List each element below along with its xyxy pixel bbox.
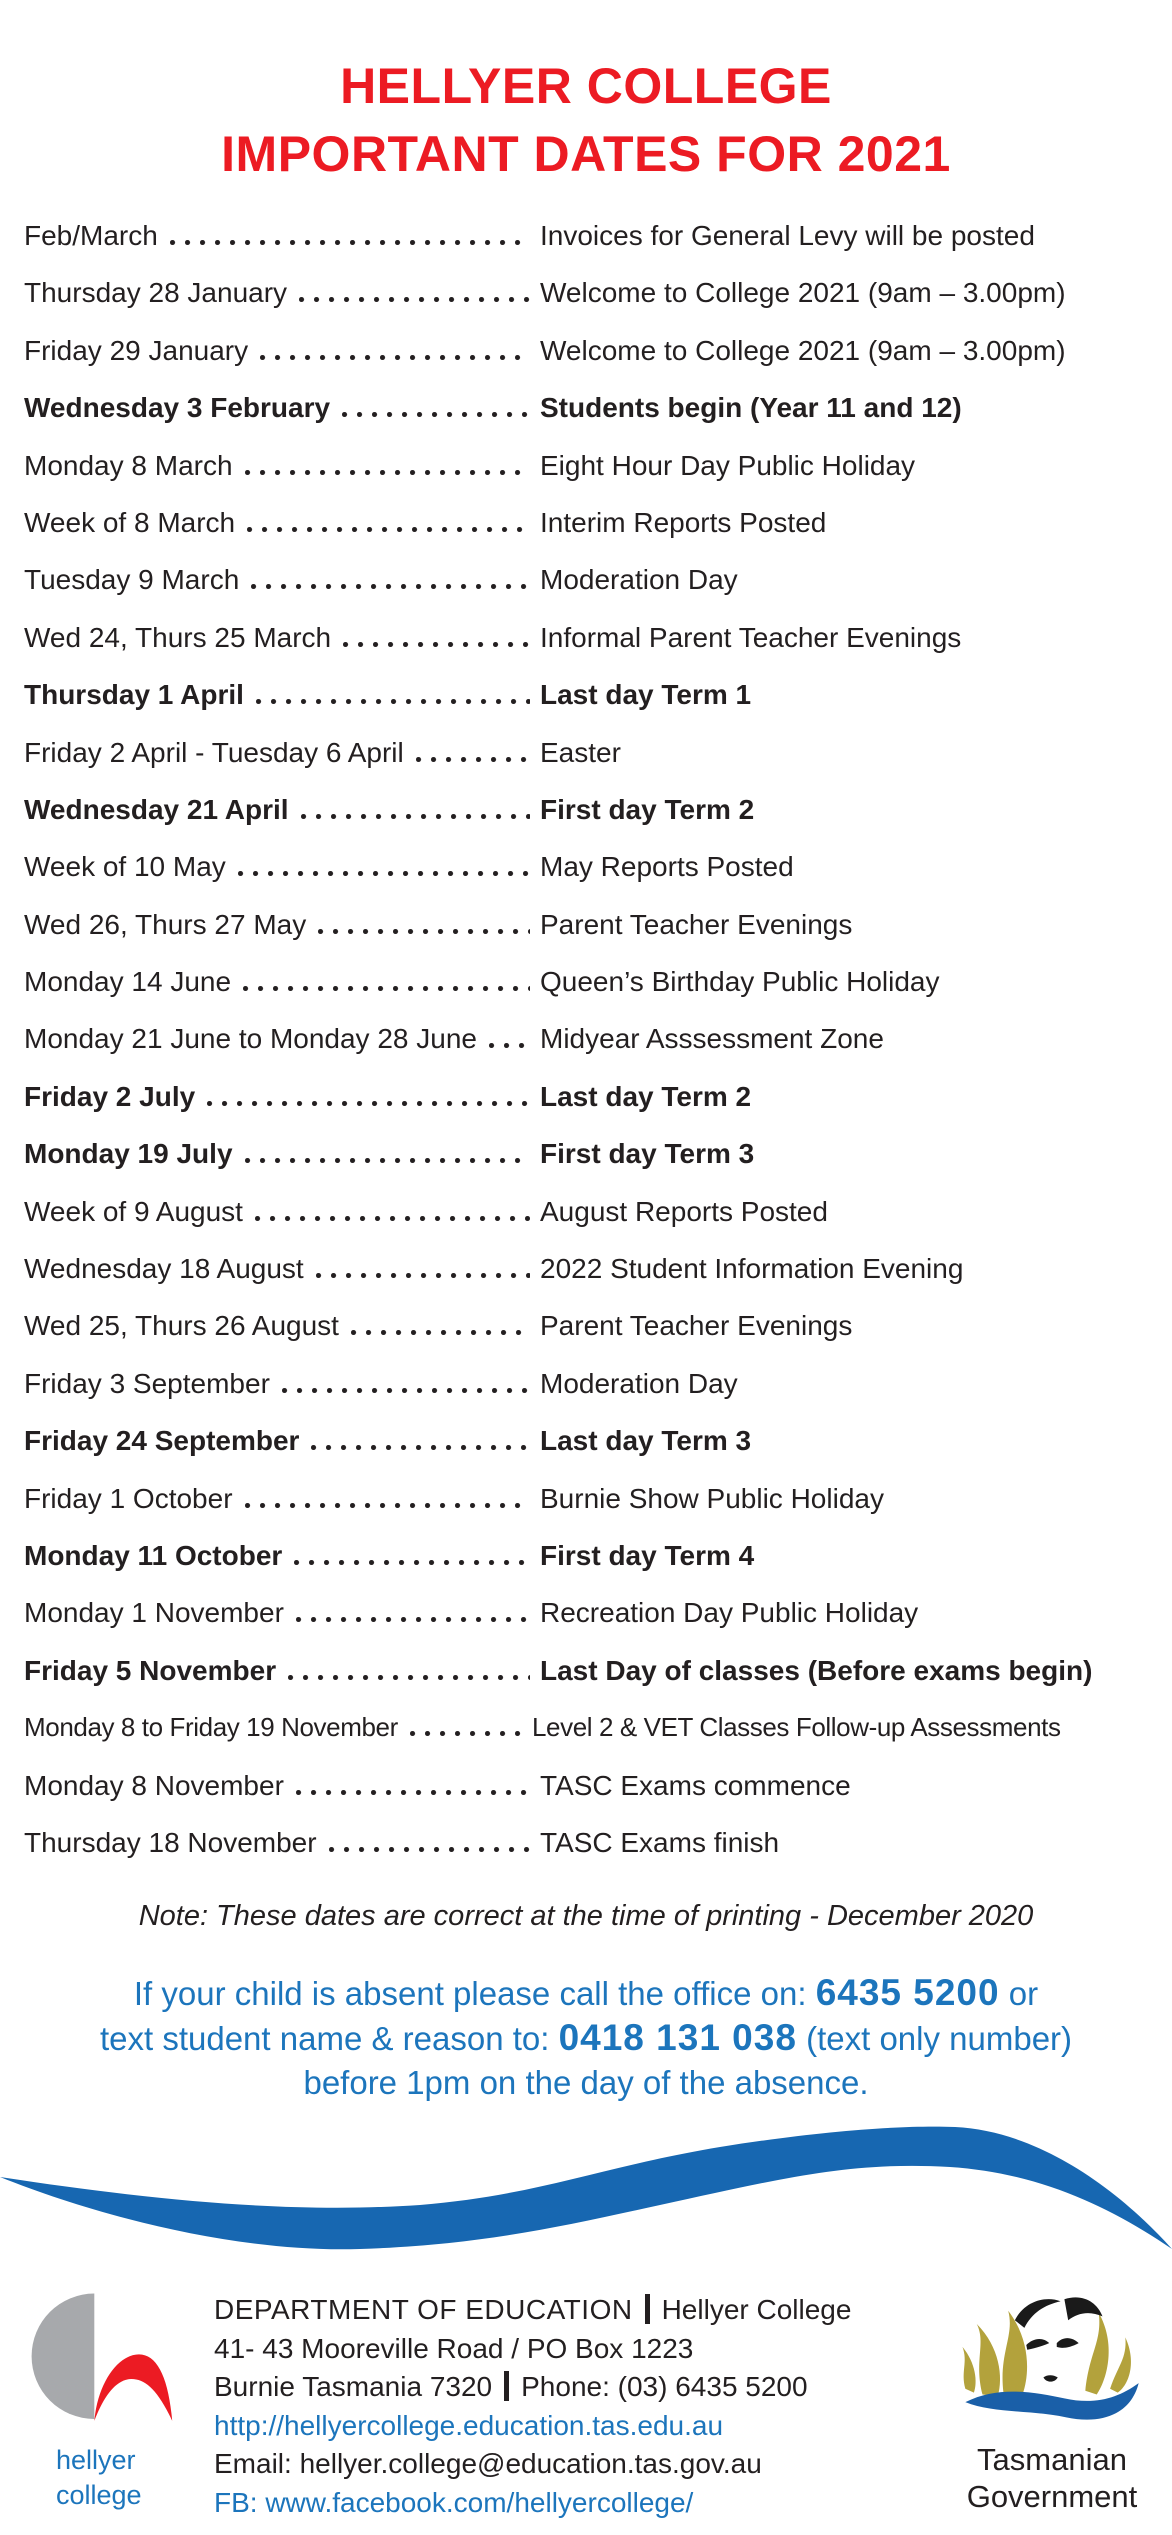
note-text: Note: These dates are correct at the time of printing - December 2020 [138, 1900, 1034, 1933]
absence-notice [0, 1971, 1172, 2105]
schedule-event: Last day Term 1 [540, 679, 752, 711]
schedule-date: Week of 8 March [24, 506, 236, 538]
dot-leader [170, 240, 530, 245]
schedule-row [24, 1138, 1148, 1195]
dot-leader [296, 1617, 530, 1622]
schedule-event: May Reports Posted [540, 851, 794, 883]
schedule-date: Friday 2 July [24, 1080, 196, 1112]
dot-leader [416, 757, 530, 762]
dot-leader [247, 527, 530, 532]
schedule-date: Monday 11 October [24, 1539, 283, 1571]
schedule-event: Recreation Day Public Holiday [540, 1597, 919, 1629]
footer [0, 2275, 1172, 2522]
schedule-row [24, 335, 1148, 392]
dot-leader [207, 1101, 530, 1106]
page-title-line1: HELLYER COLLEGE [340, 58, 832, 114]
schedule-date: Wed 24, Thurs 25 March [24, 621, 332, 653]
schedule-date: Friday 29 January [24, 334, 249, 366]
schedule-date: Week of 9 August [24, 1195, 243, 1227]
tasmanian-government-logo-mark [952, 2291, 1152, 2439]
schedule-event: Parent Teacher Evenings [540, 908, 853, 940]
dot-leader [245, 1158, 530, 1163]
schedule-event: Invoices for General Levy will be posted [540, 220, 1035, 251]
hellyer-logo-line2: college [56, 2480, 142, 2511]
schedule-row [24, 1827, 1148, 1884]
absence-text: (text only number) [796, 2020, 1073, 2058]
absence-text: or [999, 1975, 1039, 2013]
schedule-event: First day Term 4 [540, 1539, 755, 1571]
dot-leader [410, 1731, 522, 1736]
dot-leader [256, 699, 530, 704]
schedule-date: Monday 19 July [24, 1138, 233, 1170]
schedule-date: Monday 8 to Friday 19 November [24, 1712, 398, 1743]
schedule-date: Wednesday 21 April [24, 793, 289, 825]
dot-leader [301, 814, 530, 819]
hellyer-college-logo-text [24, 2443, 214, 2513]
schedule-date: Friday 3 September [24, 1367, 270, 1399]
absence-notice-line [0, 2061, 1172, 2105]
schedule-row [24, 622, 1148, 679]
dot-leader [299, 297, 530, 302]
schedule-list [0, 220, 1172, 1884]
schedule-row [24, 1655, 1148, 1712]
schedule-date: Wednesday 3 February [24, 392, 331, 424]
absence-notice-line [0, 2016, 1172, 2061]
schedule-row [24, 277, 1148, 334]
schedule-event: Students begin (Year 11 and 12) [540, 392, 962, 424]
schedule-row [24, 507, 1148, 564]
schedule-event: First day Term 2 [540, 793, 755, 825]
schedule-row [24, 1081, 1148, 1138]
schedule-event: Last Day of classes (Before exams begin) [540, 1654, 1093, 1686]
schedule-row [24, 1253, 1148, 1310]
schedule-date: Friday 1 October [24, 1482, 233, 1514]
schedule-date: Friday 24 September [24, 1425, 300, 1457]
dot-leader [351, 1330, 530, 1335]
schedule-event: 2022 Student Information Evening [540, 1253, 964, 1285]
schedule-row [24, 450, 1148, 507]
absence-text: text student name & reason to: [99, 2020, 559, 2058]
schedule-date: Thursday 18 November [24, 1826, 317, 1858]
schedule-row [24, 794, 1148, 851]
college-name: Hellyer College [661, 2294, 852, 2326]
schedule-date: Thursday 28 January [24, 277, 288, 309]
absence-phone-number: 0418 131 038 [558, 2017, 797, 2059]
dot-leader [311, 1445, 530, 1450]
tasmanian-government-logo [938, 2275, 1166, 2515]
separator-bar [504, 2371, 509, 2401]
schedule-event: Easter [540, 736, 621, 768]
dot-leader [243, 986, 530, 991]
schedule-date: Monday 14 June [24, 966, 232, 998]
contact-city-line [214, 2368, 938, 2407]
schedule-row [24, 392, 1148, 449]
hellyer-college-logo [24, 2275, 214, 2513]
tas-gov-line1: Tasmanian [977, 2442, 1127, 2478]
schedule-row [24, 564, 1148, 621]
schedule-row [24, 1540, 1148, 1597]
schedule-row [24, 1023, 1148, 1080]
absence-text: If your child is absent please call the office on: [133, 1975, 816, 2013]
schedule-event: August Reports Posted [540, 1195, 828, 1227]
schedule-date: Wed 25, Thurs 26 August [24, 1310, 339, 1342]
schedule-date: Feb/March [24, 220, 158, 251]
hellyer-logo-line1: hellyer [56, 2445, 136, 2476]
dot-leader [489, 1043, 530, 1048]
dot-leader [238, 871, 530, 876]
schedule-row [24, 1310, 1148, 1367]
dot-leader [342, 412, 530, 417]
schedule-row [24, 1483, 1148, 1540]
tas-gov-line2: Government [966, 2479, 1138, 2515]
schedule-event: Last day Term 2 [540, 1080, 752, 1112]
schedule-event: Parent Teacher Evenings [540, 1310, 853, 1342]
absence-phone-number: 6435 5200 [815, 1972, 1000, 2014]
contact-website-line [214, 2407, 938, 2446]
schedule-event: TASC Exams finish [540, 1826, 780, 1858]
schedule-event: Last day Term 3 [540, 1425, 752, 1457]
schedule-row [24, 966, 1148, 1023]
schedule-row [24, 1597, 1148, 1654]
schedule-event: TASC Exams commence [540, 1769, 851, 1801]
schedule-date: Wed 26, Thurs 27 May [24, 908, 307, 940]
schedule-row [24, 737, 1148, 794]
schedule-event: Burnie Show Public Holiday [540, 1482, 884, 1514]
schedule-date: Week of 10 May [24, 851, 226, 883]
schedule-event: Moderation Day [540, 1367, 738, 1399]
schedule-row [24, 1712, 1148, 1769]
page-title [0, 52, 1172, 188]
contact-street-line: 41- 43 Mooreville Road / PO Box 1223 [214, 2332, 694, 2364]
schedule-row [24, 679, 1148, 736]
contact-email-line: Email: hellyer.college@education.tas.gov.au [214, 2448, 762, 2480]
dot-leader [282, 1388, 530, 1393]
website-link[interactable]: http://hellyercollege.education.tas.edu.au [214, 2409, 724, 2441]
schedule-row [24, 1368, 1148, 1425]
schedule-row [24, 220, 1148, 277]
dot-leader [288, 1675, 530, 1680]
schedule-date: Thursday 1 April [24, 679, 244, 711]
schedule-event: Moderation Day [540, 564, 738, 596]
absence-notice-line [0, 1971, 1172, 2016]
schedule-date: Monday 8 November [24, 1769, 284, 1801]
wave-graphic [0, 2121, 1172, 2271]
schedule-event: Midyear Asssessment Zone [540, 1023, 884, 1055]
schedule-event: Level 2 & VET Classes Follow-up Assessments [532, 1712, 1061, 1743]
absence-text: before 1pm on the day of the absence. [303, 2064, 869, 2102]
schedule-row [24, 909, 1148, 966]
schedule-event: First day Term 3 [540, 1138, 755, 1170]
separator-bar [645, 2294, 650, 2324]
schedule-event: Eight Hour Day Public Holiday [540, 449, 916, 481]
phone-number: Phone: (03) 6435 5200 [521, 2371, 808, 2403]
schedule-event: Informal Parent Teacher Evenings [540, 621, 962, 653]
hellyer-college-logo-mark [24, 2285, 176, 2437]
tasmanian-government-logo-text [938, 2441, 1166, 2515]
schedule-date: Friday 5 November [24, 1654, 277, 1686]
schedule-row [24, 1196, 1148, 1253]
contact-dept-line [214, 2291, 938, 2330]
schedule-date: Monday 1 November [24, 1597, 284, 1629]
page-title-line2: IMPORTANT DATES FOR 2021 [221, 126, 951, 182]
contact-block [214, 2275, 938, 2522]
schedule-event: Welcome to College 2021 (9am – 3.00pm) [540, 277, 1066, 309]
schedule-date: Monday 21 June to Monday 28 June [24, 1023, 477, 1055]
department-name: DEPARTMENT OF EDUCATION [214, 2294, 633, 2326]
dot-leader [343, 642, 530, 647]
dot-leader [294, 1560, 530, 1565]
dot-leader [318, 929, 530, 934]
dot-leader [255, 1216, 530, 1221]
dot-leader [260, 355, 530, 360]
flyer-page [0, 52, 1172, 2535]
dot-leader [316, 1273, 530, 1278]
facebook-link[interactable]: FB: www.facebook.com/hellyercollege/ [214, 2486, 694, 2518]
contact-facebook-line [214, 2484, 938, 2523]
schedule-row [24, 1425, 1148, 1482]
schedule-row [24, 851, 1148, 908]
address-city: Burnie Tasmania 7320 [214, 2371, 493, 2403]
schedule-date: Wednesday 18 August [24, 1253, 304, 1285]
dot-leader [245, 1503, 530, 1508]
schedule-date: Friday 2 April - Tuesday 6 April [24, 736, 404, 768]
schedule-date: Tuesday 9 March [24, 564, 240, 596]
schedule-event: Queen’s Birthday Public Holiday [540, 966, 940, 998]
dot-leader [329, 1847, 530, 1852]
schedule-date: Monday 8 March [24, 449, 233, 481]
schedule-row [24, 1770, 1148, 1827]
schedule-event: Welcome to College 2021 (9am – 3.00pm) [540, 334, 1066, 366]
schedule-event: Interim Reports Posted [540, 506, 827, 538]
dot-leader [245, 470, 530, 475]
dot-leader [296, 1790, 530, 1795]
dot-leader [251, 584, 530, 589]
